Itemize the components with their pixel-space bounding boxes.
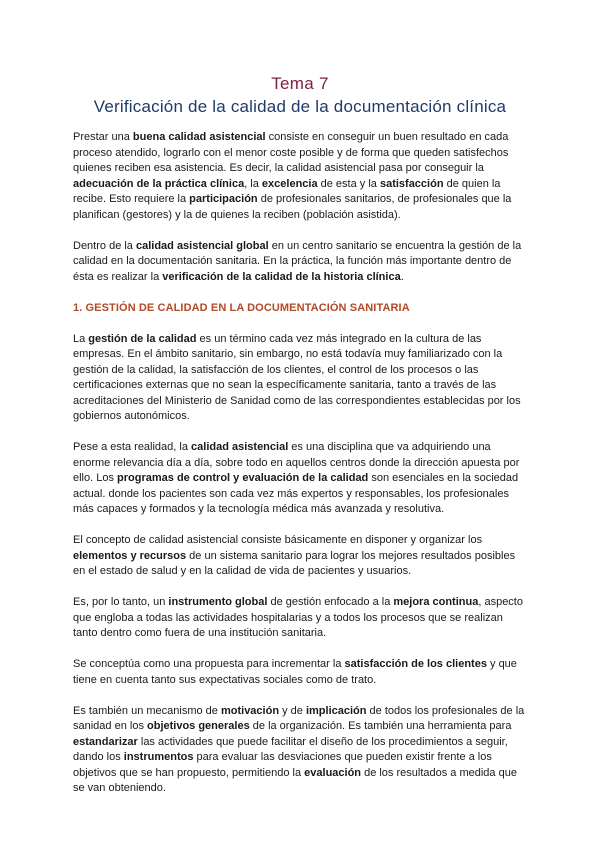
bold-term: excelencia bbox=[261, 177, 318, 190]
text-run: las actividades que puede facilitar el diseño de los procedimientos a seguir, dando los bbox=[73, 735, 508, 763]
title-block bbox=[0, 74, 600, 118]
bold-term: adecuación de la práctica clínica bbox=[73, 177, 245, 190]
paragraph-6 bbox=[73, 595, 529, 642]
bold-term: implicación bbox=[305, 704, 367, 717]
document-body bbox=[73, 130, 529, 812]
bold-term: programas de control y evaluación de la calidad bbox=[117, 472, 369, 484]
section-heading: 1. GESTIÓN DE CALIDAD EN LA DOCUMENTACIÓN SANITARIA bbox=[73, 301, 410, 314]
text-run: , la bbox=[244, 177, 262, 190]
bold-term: motivación bbox=[220, 704, 280, 717]
text-run: Es, por lo tanto, un bbox=[73, 596, 169, 608]
bold-term: participación bbox=[189, 193, 258, 205]
text-run: es una disciplina que va adquiriendo una enorme relevancia día a día, sobre todo en aquellos centros donde la dirección apuesta por ello. Los bbox=[73, 441, 520, 484]
text-run: y que tiene en cuenta tanto sus expectativas sociales como de trato. bbox=[73, 658, 517, 686]
text-run: Es también un mecanismo de bbox=[73, 704, 221, 717]
paragraph-7 bbox=[73, 657, 529, 688]
bold-term: satisfacción de los clientes bbox=[344, 658, 487, 670]
bold-term: estandarizar bbox=[73, 735, 138, 748]
text-run: Dentro de la bbox=[73, 239, 136, 252]
bold-term: buena calidad asistencial bbox=[132, 131, 266, 143]
text-run: Se conceptúa como una propuesta para incrementar la bbox=[73, 658, 345, 670]
text-run: en un centro sanitario se encuentra la gestión de la calidad en la documentación sanitaria. En la práctica, la función más importante dentro de ésta es realizar la bbox=[73, 239, 522, 283]
text-run: de gestión enfocado a la bbox=[267, 596, 394, 608]
text-run: de todos los profesionales de la sanidad en los bbox=[73, 704, 525, 732]
bold-term: gestión de la calidad bbox=[88, 332, 197, 345]
text-run: de profesionales sanitarios, de profesionales que la planifican (gestores) y la de quienes la reciben (población asistida). bbox=[73, 193, 512, 221]
bold-term: instrumentos bbox=[123, 751, 194, 763]
text-run: Pese a esta realidad, la bbox=[73, 441, 192, 453]
paragraph-1 bbox=[73, 130, 529, 223]
bold-term: elementos y recursos bbox=[73, 549, 187, 562]
text-run: de un sistema sanitario para lograr los mejores resultados posibles en el estado de salud y en la calidad de vida de pacientes y usuarios. bbox=[73, 549, 516, 577]
paragraph-5 bbox=[73, 533, 529, 580]
text-run: Prestar una bbox=[73, 131, 133, 143]
text-run: para evaluar las desviaciones que pueden existir frente a los objetivos que se han propuesto, permitiendo la bbox=[73, 751, 492, 779]
bold-term: calidad asistencial global bbox=[135, 239, 269, 252]
text-run: y de bbox=[279, 704, 306, 717]
text-run: de esta y la bbox=[317, 177, 380, 190]
bold-term: verificación de la calidad de la historia clínica bbox=[162, 270, 401, 283]
paragraph-3 bbox=[73, 332, 529, 425]
paragraph-8 bbox=[73, 704, 529, 797]
paragraph-4 bbox=[73, 440, 529, 518]
bold-term: objetivos generales bbox=[147, 720, 250, 732]
text-run: de los resultados a medida que se van obteniendo. bbox=[73, 766, 517, 794]
text-run: es un término cada vez más integrado en la cultura de las empresas. En el ámbito sanitario, sin embargo, no está todavía muy familiarizado con la gestión de la calidad, la satisfacción de los clientes, el control de los procesos o las certificaciones externas que no sean la específicamente sanitaria, tanto a través de las acreditaciones del Ministerio de Sanidad como de las correspondientes establecidas por los gobiernos autonómicos. bbox=[73, 332, 521, 422]
text-run: consiste en conseguir un buen resultado en cada proceso atendido, lograrlo con el menor coste posible y de forma que queden satisfechos quienes reciben esa asistencia. Es decir, la calidad asistencial pasa por conseguir la bbox=[73, 131, 509, 174]
paragraph-2 bbox=[73, 239, 529, 286]
text-run: El concepto de calidad asistencial consiste básicamente en disponer y organizar los bbox=[73, 534, 483, 546]
text-run: La bbox=[73, 332, 89, 345]
bold-term: evaluación bbox=[304, 766, 362, 779]
text-run: . bbox=[400, 270, 404, 283]
text-run: son esenciales en la sociedad actual. donde los pacientes son cada vez más expertos y responsables, los profesionales más capaces y formados y la tecnología médica más avanzada y resolutiva. bbox=[73, 472, 519, 515]
text-run: de la organización. Es también una herramienta para bbox=[249, 720, 512, 732]
bold-term: instrumento global bbox=[168, 596, 268, 608]
page-title: Verificación de la calidad de la documentación clínica bbox=[93, 97, 507, 116]
text-run: , aspecto que engloba a todas las actividades hospitalarias y a todos los procesos que se realizan tanto dentro como fuera de una institución sanitaria. bbox=[73, 596, 523, 639]
bold-term: satisfacción bbox=[379, 177, 444, 190]
bold-term: calidad asistencial bbox=[191, 441, 289, 453]
chapter-label: Tema 7 bbox=[271, 74, 329, 93]
bold-term: mejora continua bbox=[393, 596, 479, 608]
text-run: de quien la recibe. Esto requiere la bbox=[73, 177, 501, 205]
